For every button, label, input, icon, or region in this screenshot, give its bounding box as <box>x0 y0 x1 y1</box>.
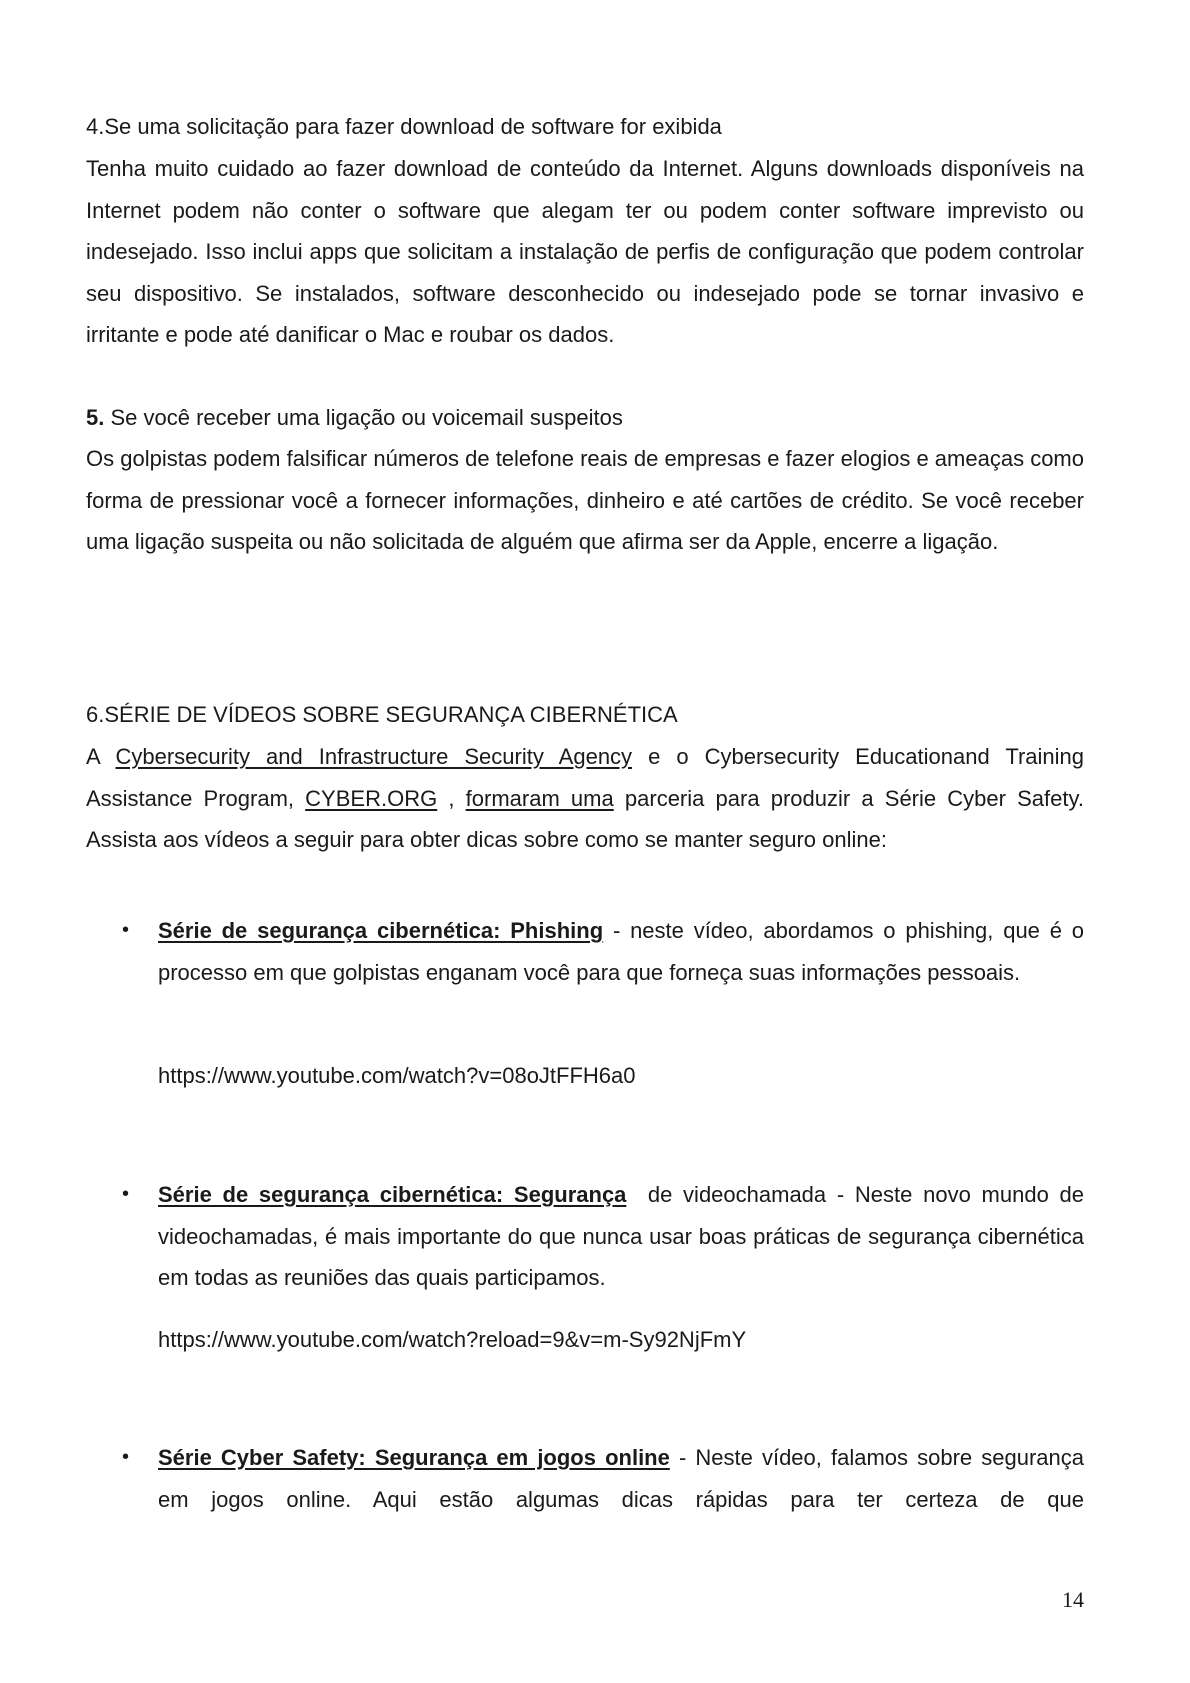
video-list-item <box>86 1437 1084 1520</box>
section-5-heading-text: Se você receber uma ligação ou voicemail suspeitos <box>104 405 623 430</box>
intro-middle-1: e o Cybersecurity Educationand Training Assistance Program, <box>86 744 1084 811</box>
formaram-uma-link[interactable]: formaram uma <box>465 785 614 811</box>
intro-middle-2: , <box>437 785 466 811</box>
video-title-link[interactable]: Série Cyber Safety: Segurança em jogos online <box>158 1445 670 1470</box>
video-url[interactable]: https://www.youtube.com/watch?reload=9&v=m-Sy92NjFmY <box>158 1327 747 1352</box>
intro-prefix: A <box>86 744 116 769</box>
video-title-link[interactable]: Série de segurança cibernética: Segurança <box>158 1182 627 1207</box>
section-5-number: 5. <box>86 405 105 430</box>
video-description: de videochamada - Neste novo mundo de videochamadas, é mais importante do que nunca usar boas práticas de segurança cibernética em todas as reuniões das quais participamos. <box>158 1182 1091 1290</box>
video-list-item <box>86 910 1084 993</box>
video-description: - neste vídeo, abordamos o phishing, que é o processo em que golpistas enganam você para que forneça suas informações pessoais. <box>158 918 1084 985</box>
section-4-heading: 4.Se uma solicitação para fazer download de software for exibida <box>86 114 722 139</box>
section-6-intro <box>86 736 1084 861</box>
video-url[interactable]: https://www.youtube.com/watch?v=08oJtFFH6a0 <box>158 1063 636 1088</box>
section-4-paragraph: Tenha muito cuidado ao fazer download de conteúdo da Internet. Alguns downloads disponíveis na Internet podem não conter o software que alegam ter ou podem conter software imprevisto ou indesejado. Isso inclui apps que solicitam a instalação de perfis de configuração que podem controlar seu dispositivo. Se instalados, software desconhecido ou indesejado pode se tornar invasivo e irritante e pode até danificar o Mac e roubar os dados. <box>86 156 1084 347</box>
section-6-heading: 6.SÉRIE DE VÍDEOS SOBRE SEGURANÇA CIBERNÉTICA <box>86 702 678 727</box>
cisa-link[interactable]: Cybersecurity and Infrastructure Security Agency <box>115 744 633 769</box>
cyber-org-link[interactable]: CYBER.ORG <box>305 785 438 811</box>
section-5-paragraph: Os golpistas podem falsificar números de telefone reais de empresas e fazer elogios e ameaças como forma de pressionar você a fornecer informações, dinheiro e até cartões de crédito. Se você receber uma ligação suspeita ou não solicitada de alguém que afirma ser da Apple, encerre a ligação. <box>86 446 1084 554</box>
video-description: - Neste vídeo, falamos sobre segurança em jogos online. Aqui estão algumas dicas rápidas para ter certeza de que <box>158 1445 1084 1512</box>
video-title-link[interactable]: Série de segurança cibernética: Phishing <box>158 918 604 943</box>
section-5-heading <box>86 403 623 433</box>
bullet-icon: • <box>122 919 130 941</box>
bullet-icon: • <box>122 1446 130 1468</box>
intro-suffix: parceria para produzir a Série Cyber Safety. Assista aos vídeos a seguir para obter dicas sobre como se manter seguro online: <box>86 785 1084 852</box>
page-number: 14 <box>1062 1587 1084 1612</box>
bullet-icon: • <box>122 1183 130 1205</box>
video-list-item <box>86 1174 1091 1299</box>
